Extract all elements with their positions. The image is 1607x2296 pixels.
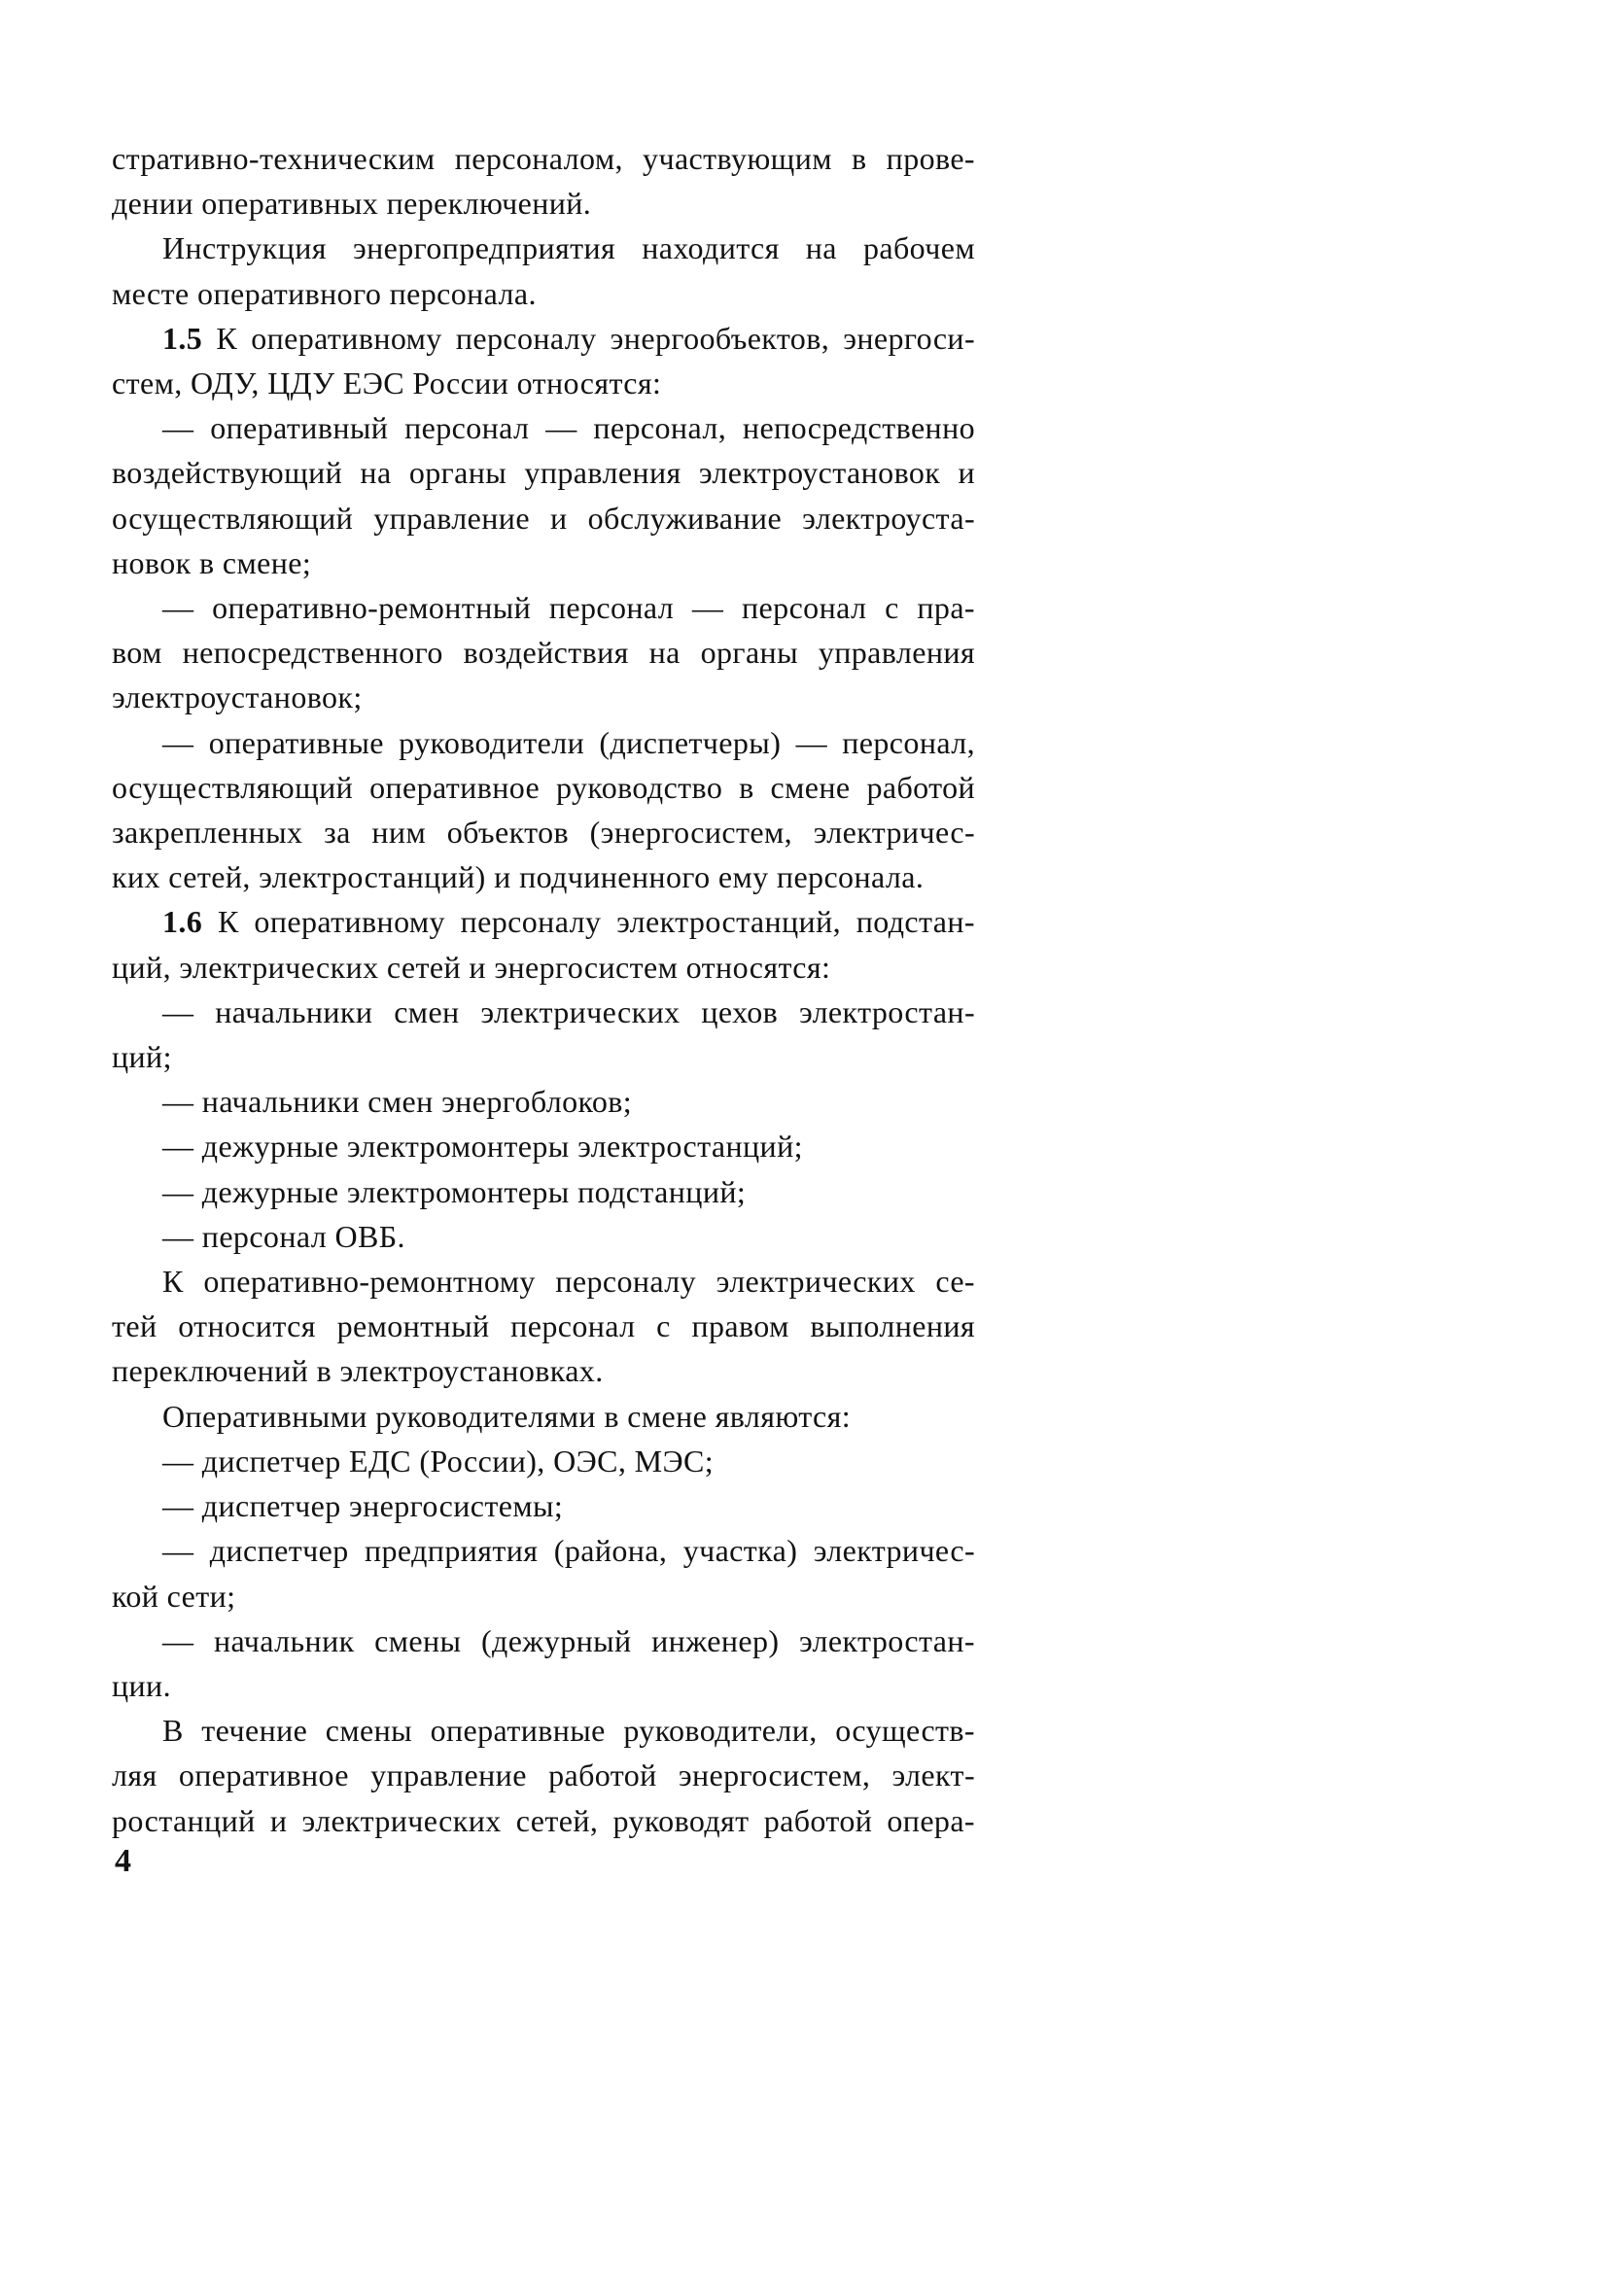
text-line: — дежурные электромонтеры подстанций;	[162, 1173, 747, 1209]
text-line: тей относится ремонтный персонал с правом выполнения	[112, 1308, 975, 1344]
text-line: ких сетей, электростанций) и подчиненного ему персонала.	[112, 859, 925, 895]
text-line: К оперативно-ремонтному персоналу электрических се-	[162, 1264, 975, 1300]
text-line: месте оперативного персонала.	[112, 275, 537, 311]
text-line: переключений в электроустановках.	[112, 1353, 604, 1389]
text-line: электроустановок;	[112, 679, 363, 715]
text-line: закрепленных за ним объектов (энергосистем, электричес-	[112, 815, 975, 851]
text-line: Инструкция энергопредприятия находится на рабочем	[162, 230, 975, 266]
page-number: 4	[115, 1843, 131, 1879]
text-line: — оперативно-ремонтный персонал — персонал с пра-	[162, 590, 975, 626]
text-line: — диспетчер ЕДС (России), ОЭС, МЭС;	[162, 1443, 715, 1478]
text-line: воздействующий на органы управления электроустановок и	[112, 455, 975, 491]
text-line: ций, электрических сетей и энергосистем относятся:	[112, 949, 831, 985]
body-text	[112, 136, 975, 1843]
text-line: — персонал ОВБ.	[162, 1218, 405, 1254]
text-line: ляя оперативное управление работой энергосистем, элект-	[112, 1757, 975, 1793]
text-line: — оперативные руководители (диспетчеры) — персонал,	[162, 724, 975, 760]
section-number: 1.6	[162, 904, 218, 940]
section-number: 1.5	[162, 320, 217, 356]
text-line: В течение смены оперативные руководители, осуществ-	[162, 1713, 975, 1749]
text-line: 1.6 К оперативному персоналу электростанций, подстан-	[162, 904, 975, 940]
text-line: осуществляющий управление и обслуживание электроуста-	[112, 500, 975, 536]
text-line: — диспетчер предприятия (района, участка) электричес-	[162, 1533, 975, 1569]
text-line: — дежурные электромонтеры электростанций;	[162, 1129, 803, 1165]
text-line: — начальник смены (дежурный инженер) электростан-	[162, 1622, 975, 1658]
text-line: — начальники смен энергоблоков;	[162, 1084, 633, 1120]
text-line: — оперативный персонал — персонал, непосредственно	[162, 410, 975, 446]
text-line: осуществляющий оперативное руководство в смене работой	[112, 769, 975, 805]
text-line: кой сети;	[112, 1578, 236, 1614]
text-line: стем, ОДУ, ЦДУ ЕЭС России относятся:	[112, 365, 662, 401]
text-line: Оперативными руководителями в смене являются:	[162, 1398, 852, 1434]
text-line: — начальники смен электрических цехов электростан-	[162, 993, 975, 1029]
text-line: дении оперативных переключений.	[112, 186, 592, 222]
text-line: — диспетчер энергосистемы;	[162, 1488, 564, 1524]
text-line: ции.	[112, 1667, 171, 1703]
text-line: 1.5 К оперативному персоналу энергообъектов, энергоси-	[162, 320, 976, 356]
text-line: стративно-техническим персоналом, участвующим в прове-	[112, 141, 975, 176]
text-line: ций;	[112, 1039, 172, 1075]
text-line: вом непосредственного воздействия на органы управления	[112, 635, 975, 671]
text-line: новок в смене;	[112, 544, 312, 580]
text-line: ростанций и электрических сетей, руководят работой опера-	[112, 1802, 975, 1838]
